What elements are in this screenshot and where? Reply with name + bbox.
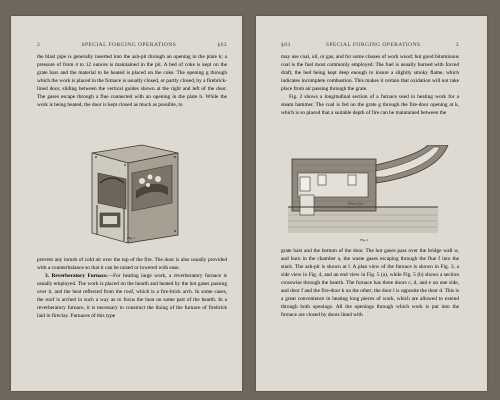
furnace-section-figure — [288, 145, 456, 237]
left-top-paragraph — [37, 53, 227, 109]
forge-furnace-figure — [78, 143, 188, 248]
left-section-mark: §63 — [217, 42, 227, 48]
right-header — [281, 42, 459, 48]
left-header — [37, 42, 227, 48]
left-figure-caption: Fig. 1 — [127, 236, 136, 240]
left-page-number: 2 — [37, 42, 41, 48]
left-section-heading: Reverberatory Furnace. — [51, 273, 108, 280]
right-figure-caption: Fig. 2 — [360, 238, 369, 242]
right-section-mark: §63 — [281, 42, 291, 48]
left-section-number: 3. — [45, 273, 50, 280]
left-running-head: SPECIAL FORGING OPERATIONS — [81, 42, 177, 48]
right-page-number: 3 — [455, 42, 459, 48]
left-bottom-paragraphs — [37, 256, 227, 320]
right-bottom-text: grate bars and the bottom of the door. The hot gases pass over the bridge wall w, and burn in the chamber a, the waste gases escaping through the flue f into the stack. The ash-pit is shown at l. A plan view of the furnace is shown in Fig. 3, a side view in Fig. 4, and an end view in Fig. 5 (a), while Fig. 5 (b) shows a section crosswise through the hearth. The furnace has three doors c, d, and e on one side, and door f and the fire-door k on the other; the door l is opposite the door d. This is a great convenience in heating long pieces of work, which are allowed to extend through both openings. All the openings through which work is put into the furnace are closed by doors lined with — [281, 248, 459, 319]
left-section-paragraph — [37, 272, 227, 320]
right-running-head: SPECIAL FORGING OPERATIONS — [325, 42, 421, 48]
left-bottom-text-2: —For heating large work, a reverberatory furnace is usually employed. The work is placed on the hearth and heated by the hot gases passing over it, and the heat reflected from the roof, which is a fire-brick arch. In some cases, the roof is arched in such a way as to focus the heat on some part of the hearth. In a reverberatory furnace, it is necessary to construct the lining of the furnace of firebrick laid in fireclay. Furnaces of this type — [37, 273, 228, 320]
right-bottom-paragraph — [281, 247, 459, 319]
left-bottom-text-1: prevent any inrush of cold air over the top of the fire. The door is also usually provided with a counterbalance so that it can be raised or lowered with ease. — [37, 257, 227, 272]
left-top-text: the blast pipe is generally inserted into the ash-pit through an opening in the plate k; a pressure of from 4 to 12 ounces is maintained in the pit. A bed of coke is kept on the grate bars and the material to be heated is placed on the coke. The opening g through which the work is placed in the furnace is usually closed, or partly closed, by a firebrick-lined door, sliding between the vertical guides shown at the right and left of the door. The gases escape through a flue connected with an opening in the plate h. While the work is being heated, the door is kept closed as much as possible, to — [37, 54, 227, 109]
floor-line-label: Floor Line — [348, 202, 364, 206]
right-top-text-1: may use coal, oil, or gas, and for some classes of work wood; but good bituminous coal is the fuel most commonly employed. The fuel is usually burned with forced draft, the bed being kept deep enough to insure a slightly smoky flame, which indicates incomplete combustion. This makes it certain that oxidation will not take place from air passing through the grate. — [281, 54, 459, 93]
right-top-text-2: Fig. 2 shows a longitudinal section of a furnace used in heating work for a steam hammer. The coal is fed on the grate g through the fire-door opening at k, which is so placed that a suitable depth of fire can be maintained between the — [281, 94, 459, 117]
right-top-paragraphs — [281, 53, 459, 117]
